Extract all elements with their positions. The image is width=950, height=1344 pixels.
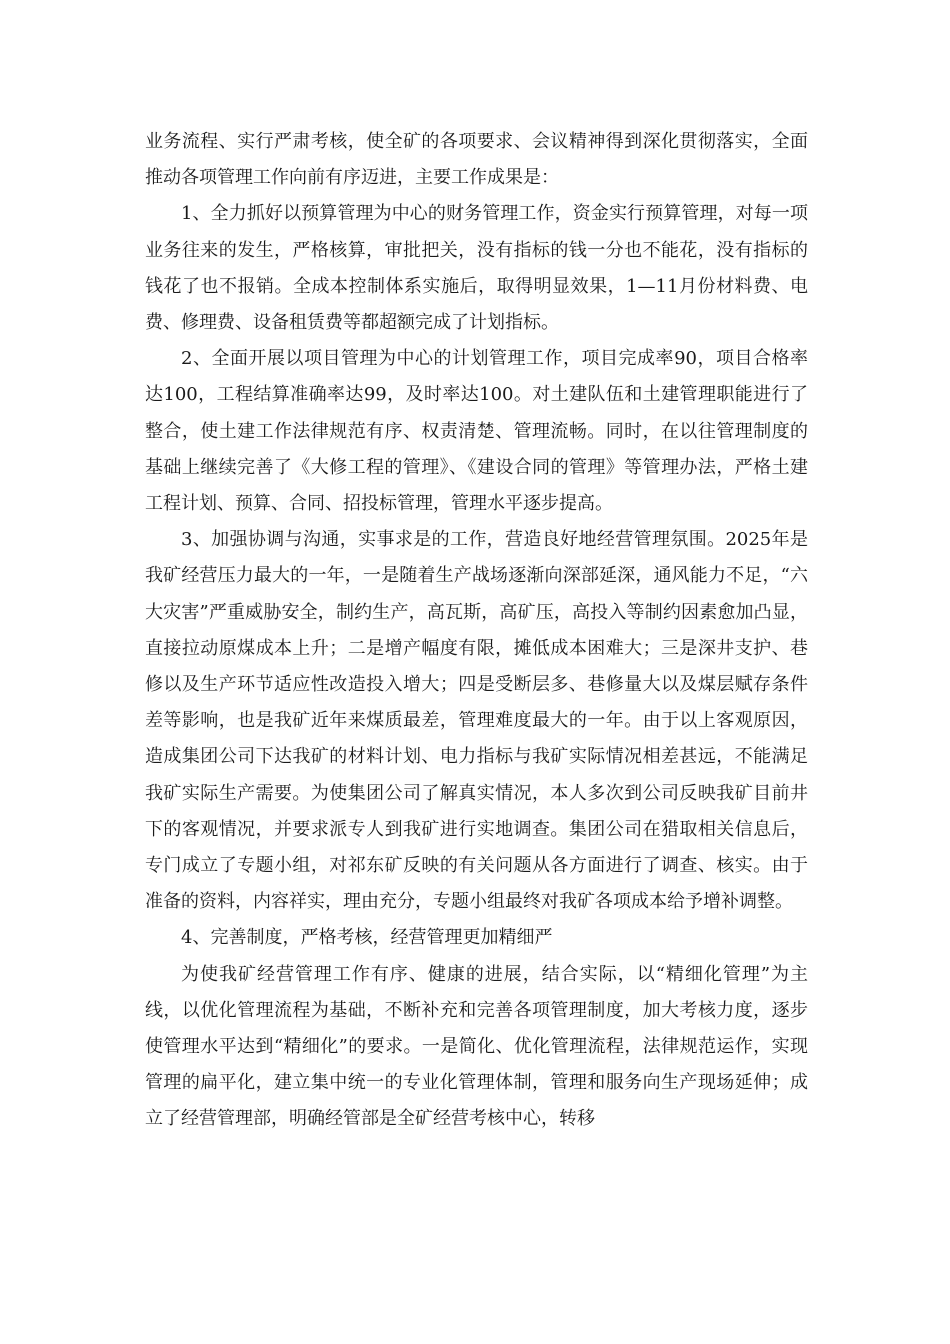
paragraph-item-4-heading: 4、完善制度，严格考核，经营管理更加精细严 [181,927,553,949]
document-page [145,124,808,1138]
paragraph-item-4-body: 为使我矿经营管理工作有序、健康的进展，结合实际，以“精细化管理”为主线，以优化管理流程为基础，不断补充和完善各项管理制度，加大考核力度，逐步使管理水平达到“精细化”的要求。一是简化、优化管理流程，法律规范运作，实现管理的扁平化，建立集中统一的专业化管理体制，管理和服务向生产现场延伸；成立了经营管理部，明确经管部是全矿经营考核中心，转移 [145,963,808,1130]
paragraph-intro: 业务流程、实行严肃考核，使全矿的各项要求、会议精神得到深化贯彻落实，全面推动各项管理工作向前有序迈进，主要工作成果是： [145,131,808,189]
paragraph-item-2-planning: 2、全面开展以项目管理为中心的计划管理工作，项目完成率90，项目合格率达100，工程结算准确率达99，及时率达100。对土建队伍和土建管理职能进行了整合，使土建工作法律规范有序、权责清楚、管理流畅。同时，在以往管理制度的基础上继续完善了《大修工程的管理》、《建设合同的管理》等管理办法，严格土建工程计划、预算、合同、招投标管理，管理水平逐步提高。 [145,348,808,515]
paragraph-item-3-coordination: 3、加强协调与沟通，实事求是的工作，营造良好地经营管理氛围。2025年是我矿经营压力最大的一年，一是随着生产战场逐渐向深部延深，通风能力不足，“六大灾害”严重威胁安全，制约生产，高瓦斯，高矿压，高投入等制约因素愈加凸显，直接拉动原煤成本上升；二是增产幅度有限，摊低成本困难大；三是深井支护、巷修以及生产环节适应性改造投入增大；四是受断层多、巷修量大以及煤层赋存条件差等影响，也是我矿近年来煤质最差，管理难度最大的一年。由于以上客观原因，造成集团公司下达我矿的材料计划、电力指标与我矿实际情况相差甚远，不能满足我矿实际生产需要。为使集团公司了解真实情况，本人多次到公司反映我矿目前井下的客观情况，并要求派专人到我矿进行实地调查。集团公司在猎取相关信息后，专门成立了专题小组，对祁东矿反映的有关问题从各方面进行了调查、核实。由于准备的资料，内容祥实，理由充分，专题小组最终对我矿各项成本给予增补调整。 [145,529,808,913]
paragraph-item-1-finance: 1、全力抓好以预算管理为中心的财务管理工作，资金实行预算管理，对每一项业务往来的发生，严格核算，审批把关，没有指标的钱一分也不能花，没有指标的钱花了也不报销。全成本控制体系实施后，取得明显效果，1—11月份材料费、电费、修理费、设备租赁费等都超额完成了计划指标。 [145,203,808,334]
